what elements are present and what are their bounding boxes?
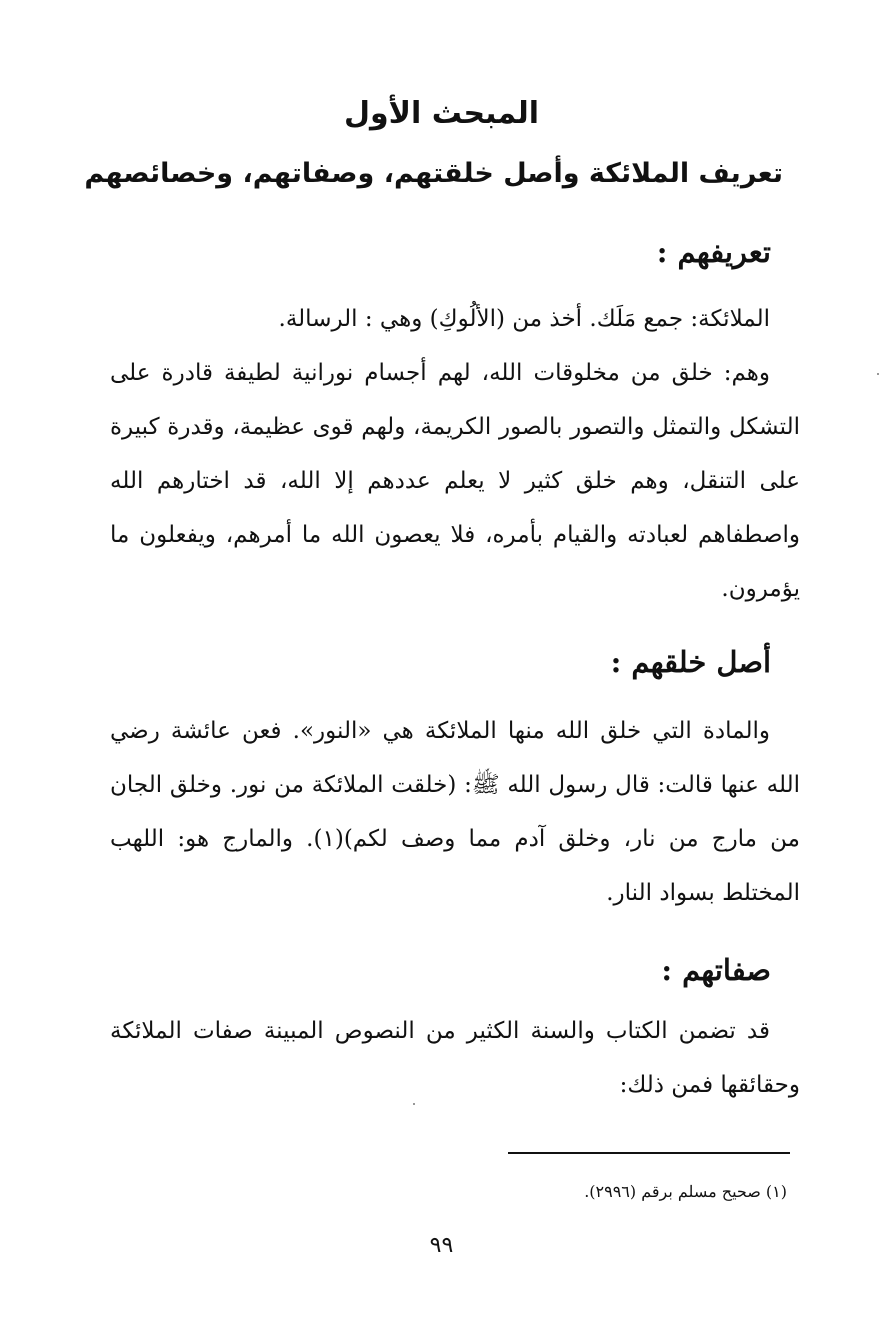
section-body-attributes: [110, 1004, 800, 1112]
paragraph-text: الملائكة: جمع مَلَك. أخذ من (الألُوكِ) وهي : الرسالة.: [278, 306, 770, 332]
paragraph: [110, 1004, 800, 1112]
footnote: (١) صحيح مسلم برقم (٢٩٩٦).: [584, 1182, 787, 1201]
paragraph-text: والمادة التي خلق الله منها الملائكة هي «النور». فعن عائشة رضي الله عنها قالت: قال رسول الله ﷺ: (خلقت الملائكة من نور. وخلق الجان من مارج من نار، وخلق آدم مما وصف لكم)(١). والمارج هو: اللهب المختلط بسواد النار.: [110, 718, 800, 906]
chapter-title: المبحث الأول: [343, 96, 540, 131]
paragraph: [110, 704, 800, 920]
paragraph: [110, 346, 800, 616]
section-heading-definition: تعريفهم :: [656, 235, 771, 269]
scan-speck: [413, 1103, 415, 1105]
section-body-definition: [110, 292, 800, 616]
page-number: ٩٩: [429, 1233, 454, 1258]
footnote-divider: [508, 1152, 790, 1154]
section-heading-origin: أصل خلقهم :: [610, 645, 771, 679]
paragraph: [110, 292, 800, 346]
section-heading-attributes: صفاتهم :: [661, 953, 771, 987]
paragraph-text: وهم: خلق من مخلوقات الله، لهم أجسام نورانية لطيفة قادرة على التشكل والتمثل والتصور بالصور الكريمة، ولهم قوى عظيمة، وقدرة كبيرة على التنقل، وهم خلق كثير لا يعلم عددهم إلا الله، قد اختارهم الله واصطفاهم لعبادته والقيام بأمره، فلا يعصون الله ما أمرهم، ويفعلون ما يؤمرون.: [110, 360, 800, 602]
scan-speck: [877, 373, 879, 375]
section-body-origin: [110, 704, 800, 920]
paragraph-text: قد تضمن الكتاب والسنة الكثير من النصوص المبينة صفات الملائكة وحقائقها فمن ذلك:: [110, 1018, 800, 1098]
chapter-subtitle: تعريف الملائكة وأصل خلقتهم، وصفاتهم، وخصائصهم: [84, 158, 783, 189]
